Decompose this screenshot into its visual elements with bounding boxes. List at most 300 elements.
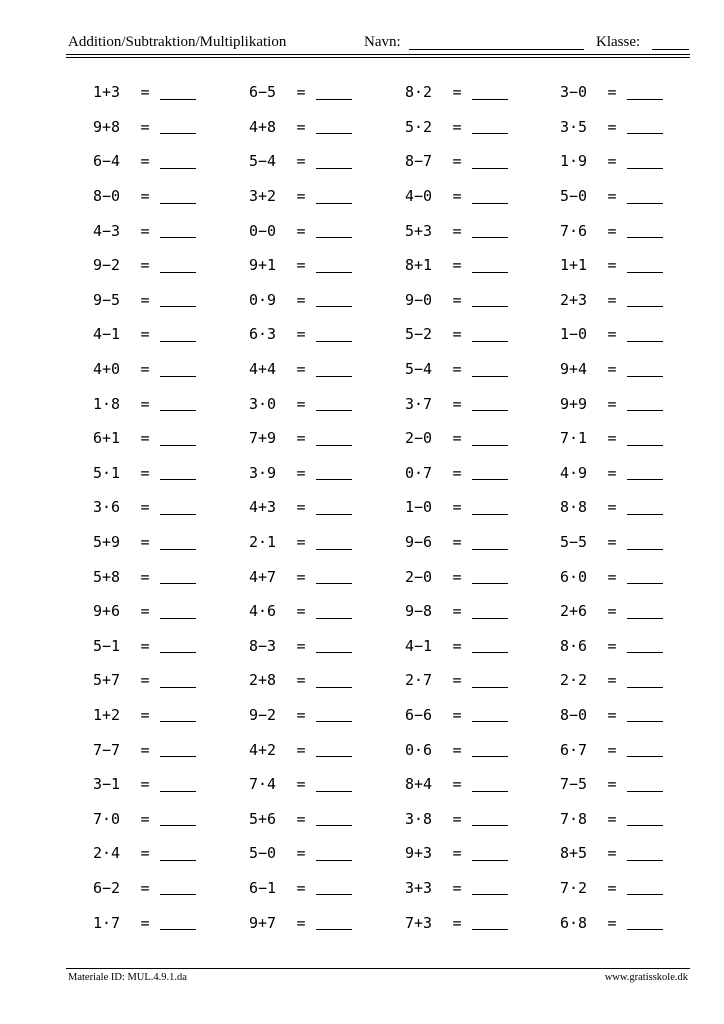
problem-row bbox=[560, 732, 663, 767]
problem-expression: 9+7 bbox=[249, 913, 277, 932]
answer-blank[interactable] bbox=[627, 777, 663, 792]
answer-blank[interactable] bbox=[160, 915, 196, 930]
equals-sign: = bbox=[452, 429, 462, 448]
problem-expression: 3·8 bbox=[405, 809, 433, 828]
problem-row bbox=[93, 871, 196, 906]
problem-expression: 9+1 bbox=[249, 256, 277, 275]
problem-row bbox=[560, 629, 663, 664]
answer-blank[interactable] bbox=[472, 396, 508, 411]
problem-expression: 7·0 bbox=[93, 809, 121, 828]
problem-expression: 9−8 bbox=[405, 602, 433, 621]
answer-blank[interactable] bbox=[472, 777, 508, 792]
problem-row bbox=[405, 490, 508, 525]
problem-row bbox=[93, 905, 196, 940]
answer-blank[interactable] bbox=[472, 742, 508, 757]
equals-sign: = bbox=[140, 740, 150, 759]
problem-expression: 1−0 bbox=[405, 498, 433, 517]
problem-expression: 1+3 bbox=[93, 83, 121, 102]
problem-row bbox=[560, 836, 663, 871]
equals-sign: = bbox=[140, 671, 150, 690]
equals-sign: = bbox=[607, 913, 617, 932]
answer-blank[interactable] bbox=[627, 638, 663, 653]
answer-blank[interactable] bbox=[627, 119, 663, 134]
problem-expression: 4−1 bbox=[405, 636, 433, 655]
answer-blank[interactable] bbox=[316, 604, 352, 619]
answer-blank[interactable] bbox=[160, 707, 196, 722]
problem-row bbox=[93, 144, 196, 179]
problem-expression: 5−2 bbox=[405, 325, 433, 344]
equals-sign: = bbox=[607, 152, 617, 171]
equals-sign: = bbox=[607, 740, 617, 759]
problem-row bbox=[93, 283, 196, 318]
answer-blank[interactable] bbox=[472, 915, 508, 930]
problem-expression: 3−0 bbox=[560, 83, 588, 102]
answer-blank[interactable] bbox=[316, 811, 352, 826]
problem-row bbox=[405, 767, 508, 802]
problem-row bbox=[560, 559, 663, 594]
answer-blank[interactable] bbox=[316, 189, 352, 204]
problem-row bbox=[560, 905, 663, 940]
answer-blank[interactable] bbox=[472, 292, 508, 307]
equals-sign: = bbox=[607, 844, 617, 863]
equals-sign: = bbox=[452, 809, 462, 828]
equals-sign: = bbox=[296, 775, 306, 794]
problem-expression: 5+9 bbox=[93, 533, 121, 552]
equals-sign: = bbox=[452, 671, 462, 690]
answer-blank[interactable] bbox=[316, 535, 352, 550]
worksheet-footer bbox=[66, 972, 690, 988]
problem-row bbox=[249, 421, 352, 456]
problem-row bbox=[405, 352, 508, 387]
answer-blank[interactable] bbox=[627, 189, 663, 204]
equals-sign: = bbox=[452, 221, 462, 240]
equals-sign: = bbox=[296, 83, 306, 102]
answer-blank[interactable] bbox=[627, 673, 663, 688]
answer-blank[interactable] bbox=[316, 777, 352, 792]
answer-blank[interactable] bbox=[316, 362, 352, 377]
answer-blank[interactable] bbox=[472, 638, 508, 653]
equals-sign: = bbox=[140, 187, 150, 206]
problem-expression: 5·2 bbox=[405, 117, 433, 136]
problem-expression: 8+5 bbox=[560, 844, 588, 863]
problem-row bbox=[93, 559, 196, 594]
problem-row bbox=[93, 629, 196, 664]
problem-row bbox=[405, 421, 508, 456]
answer-blank[interactable] bbox=[627, 292, 663, 307]
problem-row bbox=[93, 525, 196, 560]
equals-sign: = bbox=[607, 775, 617, 794]
answer-blank[interactable] bbox=[627, 327, 663, 342]
website-link[interactable]: www.gratisskole.dk bbox=[604, 972, 688, 983]
problem-expression: 9−2 bbox=[93, 256, 121, 275]
equals-sign: = bbox=[452, 256, 462, 275]
problem-expression: 5−5 bbox=[560, 533, 588, 552]
problem-row bbox=[249, 490, 352, 525]
answer-blank[interactable] bbox=[627, 707, 663, 722]
answer-blank[interactable] bbox=[316, 431, 352, 446]
problem-row bbox=[405, 836, 508, 871]
answer-blank[interactable] bbox=[627, 500, 663, 515]
problem-row bbox=[93, 456, 196, 491]
answer-blank[interactable] bbox=[627, 362, 663, 377]
problem-expression: 4−1 bbox=[93, 325, 121, 344]
answer-blank[interactable] bbox=[316, 880, 352, 895]
answer-blank[interactable] bbox=[472, 535, 508, 550]
problem-expression: 9+3 bbox=[405, 844, 433, 863]
problem-row bbox=[560, 801, 663, 836]
problem-expression: 1+2 bbox=[93, 705, 121, 724]
problem-expression: 5+3 bbox=[405, 221, 433, 240]
problem-row bbox=[405, 801, 508, 836]
problem-expression: 4−3 bbox=[93, 221, 121, 240]
problem-expression: 9−6 bbox=[405, 533, 433, 552]
problem-row bbox=[249, 698, 352, 733]
equals-sign: = bbox=[140, 636, 150, 655]
problem-row bbox=[93, 248, 196, 283]
equals-sign: = bbox=[296, 463, 306, 482]
answer-blank[interactable] bbox=[160, 811, 196, 826]
answer-blank[interactable] bbox=[316, 846, 352, 861]
answer-blank[interactable] bbox=[627, 154, 663, 169]
problem-row bbox=[93, 663, 196, 698]
problem-expression: 7·6 bbox=[560, 221, 588, 240]
answer-blank[interactable] bbox=[160, 362, 196, 377]
answer-blank[interactable] bbox=[160, 569, 196, 584]
problem-expression: 4+2 bbox=[249, 740, 277, 759]
problem-expression: 1·7 bbox=[93, 913, 121, 932]
equals-sign: = bbox=[296, 740, 306, 759]
equals-sign: = bbox=[140, 290, 150, 309]
answer-blank[interactable] bbox=[316, 396, 352, 411]
equals-sign: = bbox=[296, 878, 306, 897]
problem-expression: 4+0 bbox=[93, 360, 121, 379]
problem-row bbox=[249, 386, 352, 421]
answer-blank[interactable] bbox=[472, 119, 508, 134]
problem-expression: 4+3 bbox=[249, 498, 277, 517]
equals-sign: = bbox=[607, 671, 617, 690]
equals-sign: = bbox=[452, 325, 462, 344]
problem-row bbox=[249, 767, 352, 802]
problem-row bbox=[560, 75, 663, 110]
problem-expression: 7+9 bbox=[249, 429, 277, 448]
answer-blank[interactable] bbox=[627, 915, 663, 930]
answer-blank[interactable] bbox=[627, 535, 663, 550]
equals-sign: = bbox=[140, 567, 150, 586]
problem-row bbox=[93, 110, 196, 145]
answer-blank[interactable] bbox=[160, 431, 196, 446]
worksheet-header bbox=[66, 32, 690, 55]
problem-row bbox=[560, 490, 663, 525]
answer-blank[interactable] bbox=[316, 327, 352, 342]
equals-sign: = bbox=[452, 775, 462, 794]
answer-blank[interactable] bbox=[472, 465, 508, 480]
problem-expression: 5−4 bbox=[405, 360, 433, 379]
equals-sign: = bbox=[140, 256, 150, 275]
problem-expression: 3+3 bbox=[405, 878, 433, 897]
answer-blank[interactable] bbox=[160, 292, 196, 307]
problem-row bbox=[560, 110, 663, 145]
problem-row bbox=[560, 663, 663, 698]
answer-blank[interactable] bbox=[160, 327, 196, 342]
equals-sign: = bbox=[607, 221, 617, 240]
answer-blank[interactable] bbox=[160, 673, 196, 688]
problem-expression: 6−5 bbox=[249, 83, 277, 102]
problem-row bbox=[560, 317, 663, 352]
answer-blank[interactable] bbox=[160, 223, 196, 238]
problem-expression: 8·6 bbox=[560, 636, 588, 655]
problem-row bbox=[405, 905, 508, 940]
answer-blank[interactable] bbox=[472, 811, 508, 826]
problem-expression: 0·6 bbox=[405, 740, 433, 759]
problem-row bbox=[560, 179, 663, 214]
problem-row bbox=[249, 179, 352, 214]
answer-blank[interactable] bbox=[160, 85, 196, 100]
problem-row bbox=[249, 110, 352, 145]
answer-blank[interactable] bbox=[160, 500, 196, 515]
problem-row bbox=[405, 110, 508, 145]
problem-expression: 6−2 bbox=[93, 878, 121, 897]
answer-blank[interactable] bbox=[627, 465, 663, 480]
problem-expression: 2+3 bbox=[560, 290, 588, 309]
answer-blank[interactable] bbox=[316, 292, 352, 307]
answer-blank[interactable] bbox=[472, 569, 508, 584]
answer-blank[interactable] bbox=[472, 189, 508, 204]
problem-expression: 9−0 bbox=[405, 290, 433, 309]
problem-expression: 2−0 bbox=[405, 567, 433, 586]
problem-expression: 4+7 bbox=[249, 567, 277, 586]
problem-row bbox=[93, 836, 196, 871]
equals-sign: = bbox=[140, 533, 150, 552]
answer-blank[interactable] bbox=[472, 85, 508, 100]
problem-row bbox=[405, 663, 508, 698]
answer-blank[interactable] bbox=[627, 396, 663, 411]
answer-blank[interactable] bbox=[627, 742, 663, 757]
answer-blank[interactable] bbox=[316, 500, 352, 515]
answer-blank[interactable] bbox=[316, 223, 352, 238]
problem-expression: 4−0 bbox=[405, 187, 433, 206]
problem-expression: 9−5 bbox=[93, 290, 121, 309]
equals-sign: = bbox=[607, 187, 617, 206]
problem-row bbox=[560, 386, 663, 421]
answer-blank[interactable] bbox=[316, 638, 352, 653]
answer-blank[interactable] bbox=[472, 362, 508, 377]
name-field[interactable] bbox=[409, 49, 584, 50]
problem-column-3 bbox=[405, 75, 508, 940]
problem-expression: 3·6 bbox=[93, 498, 121, 517]
problem-expression: 0·7 bbox=[405, 463, 433, 482]
equals-sign: = bbox=[140, 394, 150, 413]
answer-blank[interactable] bbox=[472, 673, 508, 688]
answer-blank[interactable] bbox=[160, 154, 196, 169]
equals-sign: = bbox=[296, 533, 306, 552]
problem-row bbox=[560, 525, 663, 560]
equals-sign: = bbox=[452, 83, 462, 102]
problem-row bbox=[93, 698, 196, 733]
answer-blank[interactable] bbox=[472, 327, 508, 342]
problem-row bbox=[249, 663, 352, 698]
equals-sign: = bbox=[452, 705, 462, 724]
answer-blank[interactable] bbox=[472, 604, 508, 619]
answer-blank[interactable] bbox=[160, 396, 196, 411]
problem-expression: 5−0 bbox=[249, 844, 277, 863]
answer-blank[interactable] bbox=[472, 154, 508, 169]
problem-row bbox=[405, 594, 508, 629]
equals-sign: = bbox=[452, 533, 462, 552]
answer-blank[interactable] bbox=[316, 673, 352, 688]
equals-sign: = bbox=[296, 256, 306, 275]
equals-sign: = bbox=[607, 533, 617, 552]
problem-row bbox=[93, 490, 196, 525]
answer-blank[interactable] bbox=[160, 880, 196, 895]
class-label: Klasse: bbox=[596, 34, 641, 50]
equals-sign: = bbox=[140, 83, 150, 102]
equals-sign: = bbox=[140, 705, 150, 724]
problem-row bbox=[405, 317, 508, 352]
answer-blank[interactable] bbox=[472, 846, 508, 861]
problem-row bbox=[249, 283, 352, 318]
answer-blank[interactable] bbox=[160, 189, 196, 204]
problem-row bbox=[249, 801, 352, 836]
answer-blank[interactable] bbox=[472, 223, 508, 238]
answer-blank[interactable] bbox=[627, 846, 663, 861]
answer-blank[interactable] bbox=[160, 535, 196, 550]
answer-blank[interactable] bbox=[627, 880, 663, 895]
answer-blank[interactable] bbox=[316, 707, 352, 722]
problem-expression: 5+6 bbox=[249, 809, 277, 828]
answer-blank[interactable] bbox=[160, 258, 196, 273]
problem-expression: 7·1 bbox=[560, 429, 588, 448]
problem-row bbox=[405, 456, 508, 491]
answer-blank[interactable] bbox=[627, 569, 663, 584]
answer-blank[interactable] bbox=[472, 880, 508, 895]
equals-sign: = bbox=[607, 878, 617, 897]
answer-blank[interactable] bbox=[160, 742, 196, 757]
problem-expression: 2+6 bbox=[560, 602, 588, 621]
answer-blank[interactable] bbox=[472, 431, 508, 446]
answer-blank[interactable] bbox=[316, 154, 352, 169]
equals-sign: = bbox=[452, 152, 462, 171]
equals-sign: = bbox=[607, 429, 617, 448]
answer-blank[interactable] bbox=[316, 915, 352, 930]
equals-sign: = bbox=[296, 360, 306, 379]
problem-expression: 1·8 bbox=[93, 394, 121, 413]
problem-row bbox=[93, 352, 196, 387]
header-divider bbox=[66, 57, 690, 58]
answer-blank[interactable] bbox=[160, 638, 196, 653]
problem-row bbox=[249, 456, 352, 491]
equals-sign: = bbox=[607, 325, 617, 344]
problem-row bbox=[560, 871, 663, 906]
answer-blank[interactable] bbox=[627, 223, 663, 238]
problem-expression: 3+2 bbox=[249, 187, 277, 206]
answer-blank[interactable] bbox=[472, 500, 508, 515]
equals-sign: = bbox=[296, 117, 306, 136]
problem-expression: 6+1 bbox=[93, 429, 121, 448]
equals-sign: = bbox=[607, 602, 617, 621]
problem-row bbox=[560, 213, 663, 248]
answer-blank[interactable] bbox=[627, 431, 663, 446]
problem-expression: 7−5 bbox=[560, 775, 588, 794]
problem-row bbox=[405, 283, 508, 318]
problem-row bbox=[560, 698, 663, 733]
problem-expression: 3·5 bbox=[560, 117, 588, 136]
answer-blank[interactable] bbox=[472, 707, 508, 722]
name-label: Navn: bbox=[364, 34, 401, 50]
equals-sign: = bbox=[140, 913, 150, 932]
problem-row bbox=[93, 732, 196, 767]
answer-blank[interactable] bbox=[316, 742, 352, 757]
problem-row bbox=[405, 525, 508, 560]
problem-expression: 8−3 bbox=[249, 636, 277, 655]
problem-row bbox=[249, 248, 352, 283]
answer-blank[interactable] bbox=[472, 258, 508, 273]
problem-expression: 9+8 bbox=[93, 117, 121, 136]
problem-expression: 6−4 bbox=[93, 152, 121, 171]
problem-row bbox=[249, 144, 352, 179]
answer-blank[interactable] bbox=[627, 604, 663, 619]
problem-expression: 6·7 bbox=[560, 740, 588, 759]
problem-row bbox=[249, 905, 352, 940]
equals-sign: = bbox=[296, 602, 306, 621]
problem-expression: 1·9 bbox=[560, 152, 588, 171]
answer-blank[interactable] bbox=[627, 85, 663, 100]
equals-sign: = bbox=[296, 325, 306, 344]
problem-expression: 2·7 bbox=[405, 671, 433, 690]
class-field[interactable] bbox=[652, 49, 689, 50]
problem-row bbox=[560, 421, 663, 456]
problem-expression: 7−7 bbox=[93, 740, 121, 759]
problem-grid bbox=[0, 75, 724, 950]
worksheet-title: Addition/Subtraktion/Multiplikation bbox=[68, 34, 287, 50]
problem-expression: 3·7 bbox=[405, 394, 433, 413]
answer-blank[interactable] bbox=[627, 811, 663, 826]
problem-column-4 bbox=[560, 75, 663, 940]
problem-expression: 8·8 bbox=[560, 498, 588, 517]
answer-blank[interactable] bbox=[160, 465, 196, 480]
answer-blank[interactable] bbox=[316, 465, 352, 480]
problem-row bbox=[560, 767, 663, 802]
answer-blank[interactable] bbox=[160, 119, 196, 134]
equals-sign: = bbox=[607, 809, 617, 828]
problem-row bbox=[93, 317, 196, 352]
answer-blank[interactable] bbox=[160, 846, 196, 861]
equals-sign: = bbox=[140, 498, 150, 517]
equals-sign: = bbox=[296, 567, 306, 586]
answer-blank[interactable] bbox=[160, 604, 196, 619]
problem-expression: 6−1 bbox=[249, 878, 277, 897]
problem-expression: 5−1 bbox=[93, 636, 121, 655]
problem-row bbox=[93, 179, 196, 214]
answer-blank[interactable] bbox=[316, 569, 352, 584]
equals-sign: = bbox=[452, 290, 462, 309]
answer-blank[interactable] bbox=[627, 258, 663, 273]
answer-blank[interactable] bbox=[316, 258, 352, 273]
equals-sign: = bbox=[452, 187, 462, 206]
equals-sign: = bbox=[296, 187, 306, 206]
answer-blank[interactable] bbox=[316, 119, 352, 134]
answer-blank[interactable] bbox=[316, 85, 352, 100]
equals-sign: = bbox=[140, 152, 150, 171]
answer-blank[interactable] bbox=[160, 777, 196, 792]
problem-row bbox=[405, 629, 508, 664]
equals-sign: = bbox=[296, 705, 306, 724]
equals-sign: = bbox=[296, 290, 306, 309]
problem-expression: 5−0 bbox=[560, 187, 588, 206]
problem-expression: 0−0 bbox=[249, 221, 277, 240]
problem-expression: 4+8 bbox=[249, 117, 277, 136]
problem-expression: 2·4 bbox=[93, 844, 121, 863]
equals-sign: = bbox=[140, 429, 150, 448]
